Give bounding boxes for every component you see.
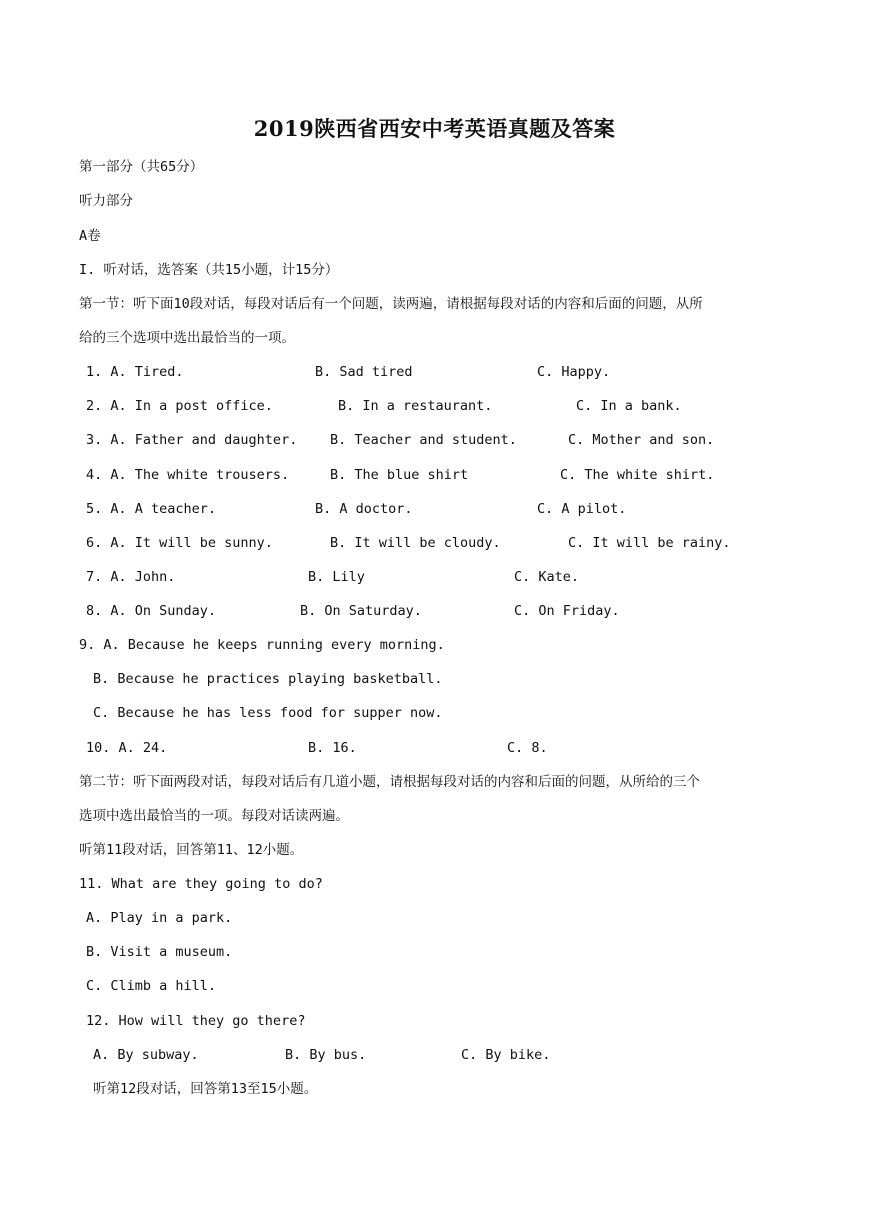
dialog-intro: 听第12段对话，回答第13至15小题。 bbox=[93, 1081, 318, 1097]
option-c: C. Climb a hill. bbox=[86, 978, 217, 994]
volume-heading: A卷 bbox=[79, 228, 101, 244]
instruction-line: 给的三个选项中选出最恰当的一项。 bbox=[79, 330, 295, 346]
option-a: A. Play in a park. bbox=[86, 910, 233, 926]
option-a: 1. A. Tired. bbox=[86, 364, 184, 380]
option-b: B. Visit a museum. bbox=[86, 944, 233, 960]
listening-heading: 听力部分 bbox=[79, 193, 133, 209]
option-b: B. The blue shirt bbox=[330, 467, 469, 483]
option-a: 7. A. John. bbox=[86, 569, 176, 585]
option-b: B. Teacher and student. bbox=[330, 432, 517, 448]
option-b: B. It will be cloudy. bbox=[330, 535, 501, 551]
section-heading: I. 听对话，选答案（共15小题，计15分） bbox=[79, 262, 339, 278]
option-c: C. Happy. bbox=[537, 364, 611, 380]
option-c: C. In a bank. bbox=[576, 398, 682, 414]
page-title: 2019陕西省西安中考英语真题及答案 bbox=[253, 116, 616, 141]
instruction-line: 第一节：听下面10段对话，每段对话后有一个问题，读两遍，请根据每段对话的内容和后面的问题，从所 bbox=[79, 296, 703, 312]
option-c: C. On Friday. bbox=[514, 603, 620, 619]
option-a: 8. A. On Sunday. bbox=[86, 603, 217, 619]
option-c: C. By bike. bbox=[461, 1047, 551, 1063]
option-c: C. 8. bbox=[507, 740, 548, 756]
option-a: 6. A. It will be sunny. bbox=[86, 535, 273, 551]
option-c: C. A pilot. bbox=[537, 501, 627, 517]
option-b: B. On Saturday. bbox=[300, 603, 422, 619]
part-heading: 第一部分（共65分） bbox=[79, 159, 204, 175]
option-b: B. Lily bbox=[308, 569, 365, 585]
option-a: 4. A. The white trousers. bbox=[86, 467, 290, 483]
instruction-line: 选项中选出最恰当的一项。每段对话读两遍。 bbox=[79, 808, 349, 824]
option-b: B. Because he practices playing basketball. bbox=[93, 671, 443, 687]
option-a: 3. A. Father and daughter. bbox=[86, 432, 298, 448]
option-c: C. The white shirt. bbox=[560, 467, 715, 483]
question-stem: 11. What are they going to do? bbox=[79, 876, 323, 892]
option-c: C. Kate. bbox=[514, 569, 580, 585]
option-a: 5. A. A teacher. bbox=[86, 501, 217, 517]
option-a: 2. A. In a post office. bbox=[86, 398, 273, 414]
option-c: C. Mother and son. bbox=[568, 432, 715, 448]
instruction-line: 第二节：听下面两段对话，每段对话后有几道小题，请根据每段对话的内容和后面的问题，从所给的三个 bbox=[79, 774, 700, 790]
option-c: C. It will be rainy. bbox=[568, 535, 731, 551]
option-b: B. In a restaurant. bbox=[338, 398, 493, 414]
option-a: 10. A. 24. bbox=[86, 740, 168, 756]
option-b: B. By bus. bbox=[285, 1047, 367, 1063]
dialog-intro: 听第11段对话，回答第11、12小题。 bbox=[79, 842, 304, 858]
option-a: A. By subway. bbox=[93, 1047, 199, 1063]
option-b: B. A doctor. bbox=[315, 501, 413, 517]
option-a: 9. A. Because he keeps running every morning. bbox=[79, 637, 445, 653]
option-b: B. Sad tired bbox=[315, 364, 413, 380]
option-c: C. Because he has less food for supper now. bbox=[93, 705, 443, 721]
question-stem: 12. How will they go there? bbox=[86, 1013, 306, 1029]
option-b: B. 16. bbox=[308, 740, 357, 756]
